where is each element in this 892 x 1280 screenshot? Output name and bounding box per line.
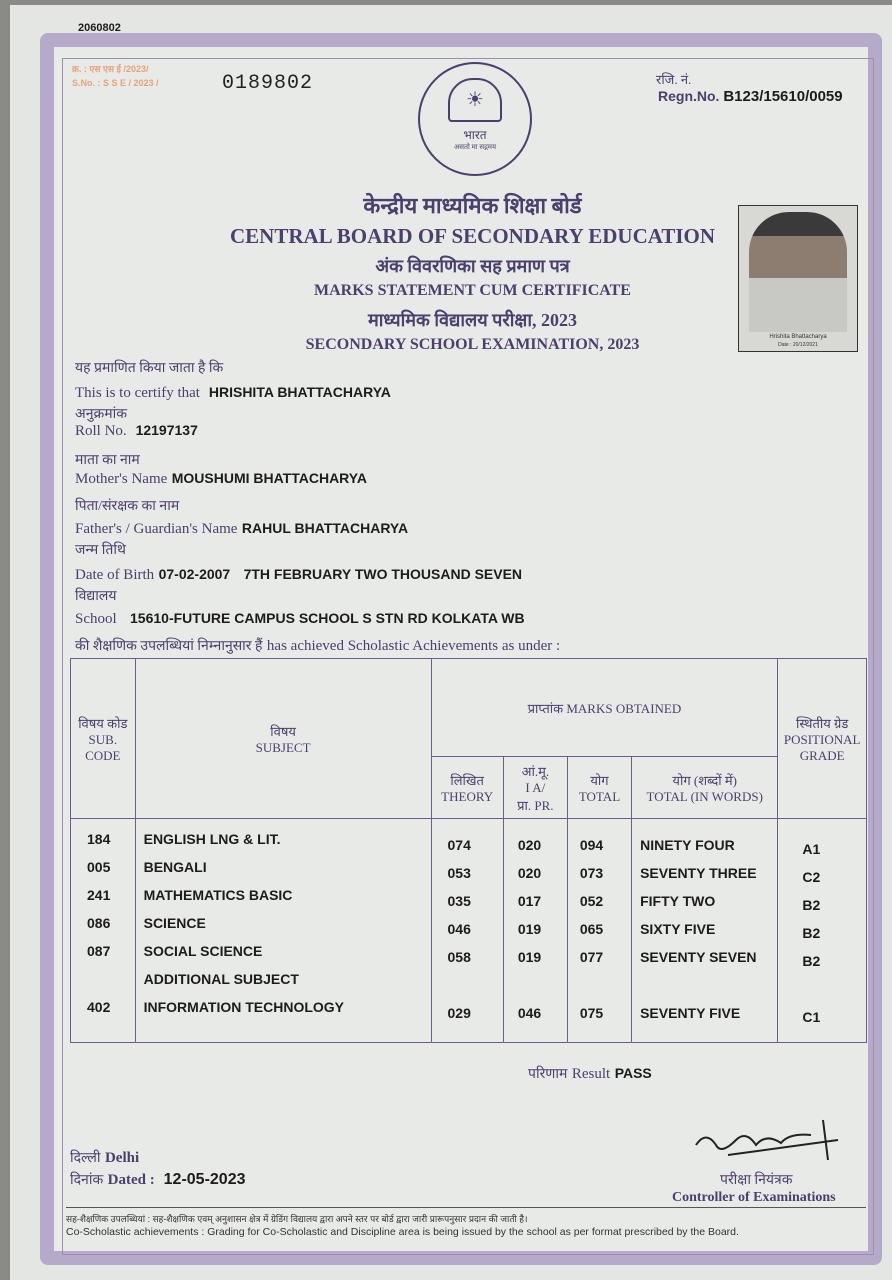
father-line (75, 520, 408, 538)
regn-value: B123/15610/0059 (723, 88, 843, 105)
certify-hindi: यह प्रमाणित किया जाता है कि (75, 361, 224, 376)
achieved-label: has achieved Scholastic Achievements as under : (266, 638, 561, 654)
additional-cell-theory: 029 (447, 1005, 471, 1021)
mother-line (75, 470, 367, 488)
cell-theory: 074 (447, 837, 471, 853)
additional-subject-label: ADDITIONAL SUBJECT (143, 971, 299, 987)
cell-ia: 017 (517, 893, 542, 909)
school-name: 15610-FUTURE CAMPUS SCHOOL S STN RD KOLKATA WB (130, 610, 525, 626)
co-scholastic-note-hindi: सह-शैक्षणिक उपलब्धियां : सह-शैक्षणिक एवम् अनुशासन क्षेत्र में ग्रेडिंग विद्यालय द्वारा अपने स्तर पर बोर्ड द्वारा जारी प्रारूपनुसार प्रदान की जाती है। (66, 1214, 528, 1224)
cbse-logo (418, 62, 532, 176)
place-label: Delhi (104, 1150, 140, 1166)
father-label: Father's / Guardian's Name (75, 521, 238, 537)
dob-label: Date of Birth (75, 567, 155, 583)
logo-bharat: भारत (463, 128, 487, 142)
header-total: योग TOTAL (567, 757, 631, 819)
additional-cell-code: 402 (87, 999, 111, 1015)
spacer (580, 971, 631, 999)
book-lamp-icon: ☀ (448, 78, 502, 122)
roll-number: 12197137 (135, 422, 198, 438)
spacer (448, 971, 503, 999)
spacer (802, 975, 866, 1003)
mother-label: Mother's Name (75, 471, 168, 487)
column-words (632, 819, 778, 1043)
header-sub-code: विषय कोड SUB. CODE (71, 659, 136, 819)
cell-theory: 046 (447, 921, 471, 937)
achieved-hindi: की शैक्षणिक उपलब्धियां निम्नानुसार हैं (75, 639, 263, 654)
header-marks-obtained: प्राप्तांक MARKS OBTAINED (431, 659, 778, 757)
cell-total: 052 (579, 893, 604, 909)
cell-subject: SOCIAL SCIENCE (143, 943, 263, 959)
header-theory: लिखित THEORY (431, 757, 503, 819)
additional-cell-grade: C1 (802, 1009, 821, 1025)
spacer (87, 965, 135, 993)
dated-label: Dated : (107, 1172, 155, 1188)
result-value: PASS (614, 1065, 652, 1081)
certify-label: This is to certify that (75, 385, 200, 401)
stamp-number-en: S.No. : S S E / 2023 / (72, 78, 159, 88)
cell-ia: 020 (517, 837, 542, 853)
cell-words: FIFTY TWO (640, 893, 716, 909)
column-subject (135, 819, 431, 1043)
mother-name: MOUSHUMI BHATTACHARYA (171, 470, 367, 486)
result-line (528, 1064, 652, 1083)
result-label: Result (571, 1066, 611, 1082)
additional-cell-ia: 046 (517, 1005, 542, 1021)
mother-hindi: माता का नाम (75, 453, 140, 468)
controller-hindi: परीक्षा नियंत्रक (720, 1173, 793, 1188)
achieved-line (75, 636, 560, 655)
cell-code: 184 (87, 831, 111, 847)
dated-line (70, 1170, 245, 1189)
roll-line (75, 422, 198, 440)
dob-value: 07-02-2007 (158, 566, 231, 582)
header-grade: स्थितीय ग्रेड POSITIONAL GRADE (778, 659, 867, 819)
cell-code: 241 (87, 887, 111, 903)
dated-hindi: दिनांक (70, 1173, 104, 1188)
certificate-number: 0189802 (222, 72, 314, 95)
school-line (75, 610, 525, 628)
cell-grade: B2 (802, 925, 821, 941)
result-hindi: परिणाम (528, 1067, 568, 1082)
cell-words: SEVENTY THREE (640, 865, 757, 881)
portrait-image (749, 212, 847, 332)
cell-ia: 019 (517, 949, 542, 965)
cell-words: SEVENTY SEVEN (640, 949, 757, 965)
student-name: HRISHITA BHATTACHARYA (208, 384, 391, 400)
header-subject: विषय SUBJECT (135, 659, 431, 819)
cell-total: 073 (579, 865, 604, 881)
cell-total: 094 (579, 837, 604, 853)
father-name: RAHUL BHATTACHARYA (241, 520, 409, 536)
cell-words: NINETY FOUR (640, 837, 735, 853)
controller-label: Controller of Examinations (672, 1190, 836, 1205)
dob-line (75, 566, 522, 584)
stamp-number-hi: क्र. : एस एस ई /2023/ (72, 64, 149, 74)
marks-table (70, 658, 867, 1043)
board-name-hindi: केन्द्रीय माध्यमिक शिक्षा बोर्ड (363, 193, 582, 218)
table-body (71, 819, 867, 1043)
cell-total: 065 (579, 921, 604, 937)
cell-subject: ENGLISH LNG & LIT. (143, 831, 281, 847)
cell-grade: B2 (802, 897, 821, 913)
cell-code: 087 (87, 943, 111, 959)
cell-words: SIXTY FIVE (640, 921, 716, 937)
cell-grade: C2 (802, 869, 821, 885)
roll-label: Roll No. (75, 423, 127, 439)
signature (688, 1115, 848, 1165)
photo-caption-name: Hrishita Bhattacharya (769, 334, 827, 340)
photo-caption-date: Date : 20/12/2021 (778, 342, 818, 348)
place-line (70, 1148, 139, 1167)
cert-title-hindi: अंक विवरणिका सह प्रमाण पत्र (375, 256, 570, 276)
spacer (640, 971, 777, 999)
dob-hindi: जन्म तिथि (75, 543, 126, 558)
cell-ia: 019 (517, 921, 542, 937)
certify-line (75, 384, 391, 402)
father-hindi: पिता/संरक्षक का नाम (75, 499, 180, 514)
issue-date: 12-05-2023 (163, 1171, 246, 1188)
cell-subject: SCIENCE (143, 915, 206, 931)
cell-theory: 035 (447, 893, 471, 909)
school-hindi: विद्यालय (75, 589, 117, 604)
student-photo (738, 205, 858, 352)
cell-code: 005 (87, 859, 111, 875)
school-label: School (75, 611, 117, 627)
column-total (567, 819, 631, 1043)
co-scholastic-note: Co-Scholastic achievements : Grading for Co-Scholastic and Discipline area is being issued by the school as per format prescribed by the Board. (66, 1226, 739, 1238)
board-name: CENTRAL BOARD OF SECONDARY EDUCATION (229, 224, 716, 248)
additional-cell-words: SEVENTY FIVE (640, 1005, 741, 1021)
column-theory (431, 819, 503, 1043)
regn-label: Regn.No. (658, 88, 720, 104)
additional-cell-total: 075 (579, 1005, 604, 1021)
regn-number (658, 88, 843, 105)
column-ia (503, 819, 567, 1043)
cell-code: 086 (87, 915, 111, 931)
cell-subject: BENGALI (143, 859, 207, 875)
cell-subject: MATHEMATICS BASIC (143, 887, 293, 903)
exam-title-hindi: माध्यमिक विद्यालय परीक्षा, 2023 (367, 310, 577, 330)
cell-theory: 058 (447, 949, 471, 965)
header-ia: आं.मू. I A/ प्रा. PR. (503, 757, 567, 819)
cert-title: MARKS STATEMENT CUM CERTIFICATE (314, 282, 631, 299)
dob-words: 7TH FEBRUARY TWO THOUSAND SEVEN (243, 566, 523, 582)
logo-motto: असतो मा सद्गमय (453, 143, 497, 151)
column-code (71, 819, 136, 1043)
regn-hindi: रजि. नं. (656, 72, 692, 87)
footer-divider (66, 1207, 866, 1208)
cell-grade: A1 (802, 841, 821, 857)
cell-ia: 020 (517, 865, 542, 881)
cell-total: 077 (579, 949, 604, 965)
place-hindi: दिल्ली (70, 1151, 101, 1166)
cell-theory: 053 (447, 865, 471, 881)
spacer (518, 971, 567, 999)
roll-hindi: अनुक्रमांक (75, 407, 127, 422)
serial-top: 2060802 (78, 22, 121, 34)
header-total-words: योग (शब्दों में) TOTAL (IN WORDS) (632, 757, 778, 819)
cell-grade: B2 (802, 953, 821, 969)
exam-title: SECONDARY SCHOOL EXAMINATION, 2023 (305, 336, 640, 353)
column-grade (778, 819, 867, 1043)
additional-cell-subject: INFORMATION TECHNOLOGY (143, 999, 345, 1015)
